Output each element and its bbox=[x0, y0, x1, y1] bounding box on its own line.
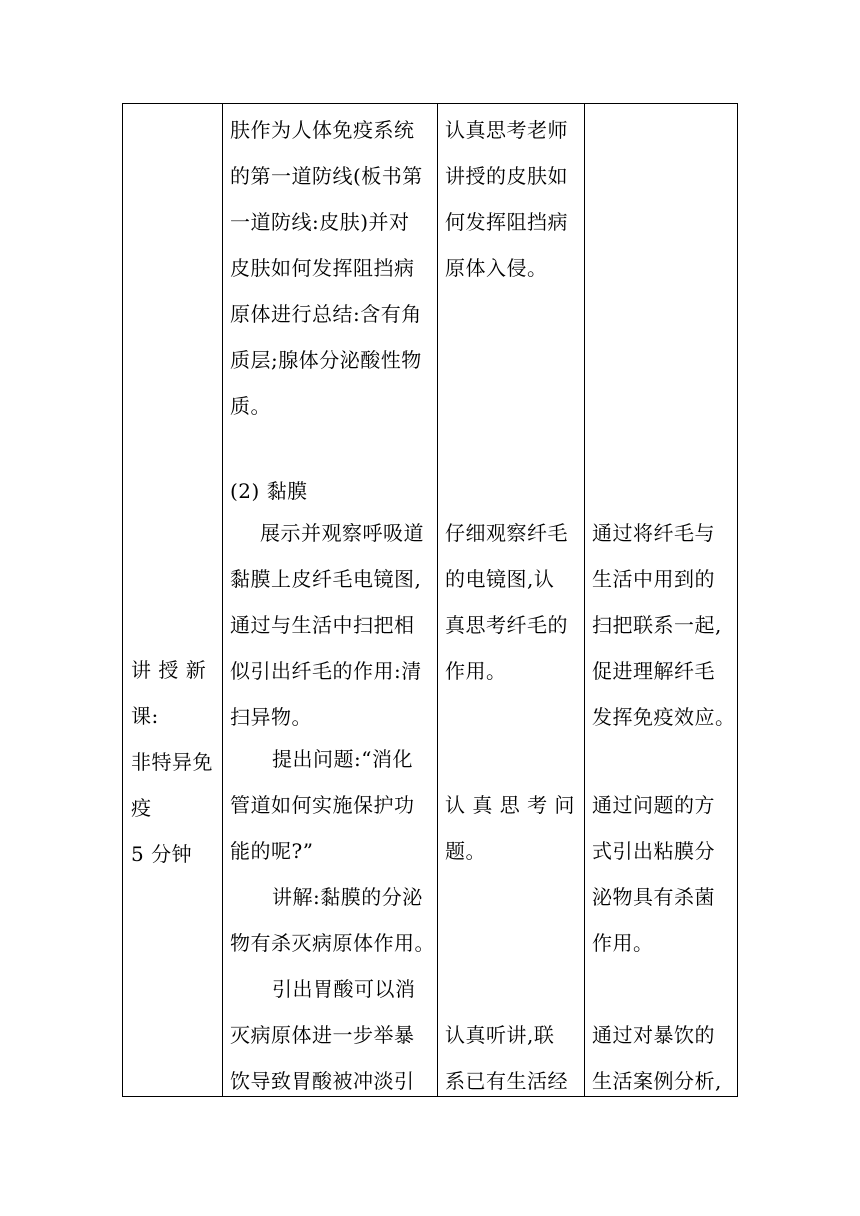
text-line: 质层;腺体分泌酸性物 bbox=[230, 348, 422, 372]
text-line: 管道如何实施保护功 bbox=[230, 793, 415, 817]
student-activity-a bbox=[445, 107, 568, 291]
text-line: 似引出纤毛的作用:清 bbox=[230, 659, 422, 683]
text-line: 系已有生活经 bbox=[445, 1069, 568, 1093]
observe-text bbox=[230, 510, 424, 740]
text-line: 仔细观察纤毛 bbox=[445, 521, 568, 545]
text-line: 讲解:黏膜的分泌 bbox=[272, 885, 423, 909]
text-line: 肤作为人体免疫系统 bbox=[230, 118, 415, 142]
text-line: 质。 bbox=[230, 394, 271, 418]
text-line: 物有杀灭病原体作用。 bbox=[230, 931, 435, 955]
text-line: 展示并观察呼吸道 bbox=[260, 521, 424, 545]
acid-text bbox=[230, 966, 416, 1104]
skin-summary-text bbox=[230, 107, 423, 429]
text-line: 扫异物。 bbox=[230, 705, 312, 729]
text-line: 原体入侵。 bbox=[445, 256, 548, 280]
student-activity-c bbox=[445, 782, 575, 874]
text-line: 真思考纤毛的 bbox=[445, 613, 568, 637]
text-line: 一道防线:皮肤)并对 bbox=[230, 210, 410, 234]
stage-line: 课: bbox=[131, 704, 159, 728]
text-line: 灭病原体进一步举暴 bbox=[230, 1023, 415, 1047]
column-divider bbox=[222, 104, 223, 1096]
text-line: 何发挥阻挡病 bbox=[445, 210, 568, 234]
stage-line: 非特异免 bbox=[131, 750, 213, 774]
text-line: 扫把联系一起, bbox=[592, 613, 722, 637]
text-line: 生活中用到的 bbox=[592, 567, 715, 591]
explain-text bbox=[230, 874, 435, 966]
text-line: 通过问题的方 bbox=[592, 793, 715, 817]
stage-line: 5 分钟 bbox=[131, 842, 193, 866]
text-line: 通过对暴饮的 bbox=[592, 1023, 715, 1047]
text-line: 的电镜图,认 bbox=[445, 567, 555, 591]
text-line: 的第一道防线(板书第 bbox=[230, 164, 423, 188]
text-line: 发挥免疫效应。 bbox=[592, 705, 736, 729]
column-divider bbox=[584, 104, 585, 1096]
text-line: 生活案例分析, bbox=[592, 1069, 722, 1093]
text-line: 黏膜上皮纤毛电镜图, bbox=[230, 567, 422, 591]
text-line: 作用。 bbox=[592, 931, 654, 955]
lesson-plan-table bbox=[122, 103, 738, 1097]
text-line: 原体进行总结:含有角 bbox=[230, 302, 422, 326]
text-line: 认 真 思 考 问 bbox=[445, 793, 575, 817]
design-intent-a bbox=[592, 510, 736, 740]
text-line: 通过将纤毛与 bbox=[592, 521, 715, 545]
text-line: 题。 bbox=[445, 839, 486, 863]
text-line: 式引出粘膜分 bbox=[592, 839, 715, 863]
text-line: 饮导致胃酸被冲淡引 bbox=[230, 1069, 415, 1093]
student-activity-b bbox=[445, 510, 568, 694]
student-activity-d bbox=[445, 1012, 568, 1104]
text-line: 泌物具有杀菌 bbox=[592, 885, 715, 909]
text-line: 能的呢?” bbox=[230, 839, 314, 863]
text-line: 皮肤如何发挥阻挡病 bbox=[230, 256, 415, 280]
text-line: 引出胃酸可以消 bbox=[272, 977, 416, 1001]
text-line: 认真思考老师 bbox=[445, 118, 568, 142]
column-divider bbox=[437, 104, 438, 1096]
text-line: 作用。 bbox=[445, 659, 507, 683]
question-text bbox=[230, 736, 415, 874]
text-line: 提出问题:“消化 bbox=[272, 747, 413, 771]
text-line: 通过与生活中扫把相 bbox=[230, 613, 415, 637]
stage-cell bbox=[131, 647, 213, 877]
stage-line: 疫 bbox=[131, 796, 152, 820]
mucosa-heading: (2) 黏膜 bbox=[230, 479, 308, 503]
text-line: 讲授的皮肤如 bbox=[445, 164, 568, 188]
text-line: 认真听讲,联 bbox=[445, 1023, 555, 1047]
design-intent-c bbox=[592, 1012, 722, 1104]
stage-line: 讲 授 新 bbox=[131, 658, 207, 682]
design-intent-b bbox=[592, 782, 715, 966]
text-line: 促进理解纤毛 bbox=[592, 659, 715, 683]
